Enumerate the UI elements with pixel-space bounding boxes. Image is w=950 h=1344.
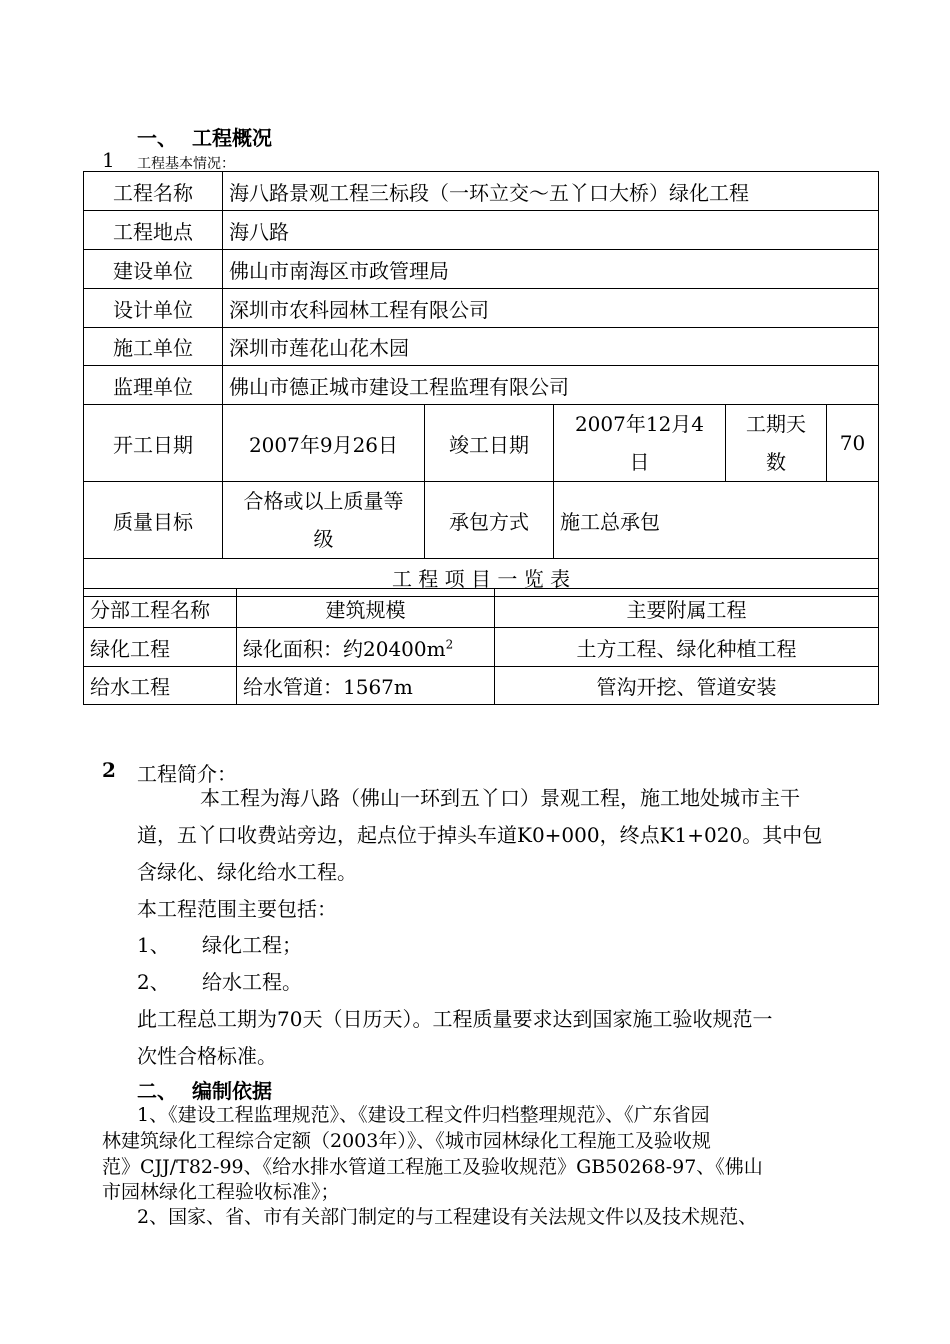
basis-line-2: 林建筑绿化工程综合定额（2003年）》、《城市园林绿化工程施工及验收规 [102, 1130, 711, 1152]
label-project-name: 工程名称 [84, 172, 223, 211]
duration-label-line2: 数 [766, 450, 786, 474]
section-title-1: 工程概况 [192, 126, 272, 150]
label-contract: 承包方式 [425, 482, 554, 559]
scope-item-1-num: 1、 [137, 933, 170, 957]
label-designer: 设计单位 [84, 289, 223, 328]
label-supervisor: 监理单位 [84, 366, 223, 405]
row-scale [237, 628, 495, 667]
info-row-name [84, 172, 879, 211]
info-table [83, 171, 879, 597]
subsection-number-1: 1 [102, 148, 115, 172]
info-row-location [84, 211, 879, 250]
value-quality [223, 482, 425, 559]
scale-text: 绿化面积：约20400m [243, 636, 446, 661]
end-date-line2: 日 [629, 450, 650, 474]
row-attached: 土方工程、绿化种植工程 [495, 628, 879, 667]
value-designer: 深圳市农科园林工程有限公司 [223, 289, 879, 328]
subsection-number-2: 2 [102, 758, 116, 782]
scope-item-2-num: 2、 [137, 970, 170, 994]
label-owner: 建设单位 [84, 250, 223, 289]
quality-line1: 合格或以上质量等 [243, 489, 404, 513]
header-scale: 建筑规模 [237, 589, 495, 628]
value-start-date: 2007年9月26日 [223, 405, 425, 482]
value-supervisor: 佛山市德正城市建设工程监理有限公司 [223, 366, 879, 405]
info-row-designer [84, 289, 879, 328]
value-contract: 施工总承包 [554, 482, 879, 559]
scope-item-2-text: 给水工程。 [202, 970, 302, 994]
row-attached: 管沟开挖、管道安装 [495, 667, 879, 705]
label-contractor: 施工单位 [84, 328, 223, 366]
project-table [83, 588, 879, 705]
info-row-quality [84, 482, 879, 559]
subsection-title-2: 工程简介： [137, 762, 237, 786]
intro-line-3: 含绿化、绿化给水工程。 [137, 860, 357, 884]
value-end-date [554, 405, 726, 482]
value-contractor: 深圳市莲花山花木园 [223, 328, 879, 366]
quality-line2: 级 [313, 527, 334, 551]
header-attached: 主要附属工程 [495, 589, 879, 628]
basis-line-3: 范》CJJ/T82-99、《给水排水管道工程施工及验收规范》GB50268-97、《佛山 [102, 1156, 763, 1178]
section-number-1: 一、 [137, 126, 177, 150]
scale-text: 给水管道：1567m [243, 675, 413, 699]
duration-line-1: 此工程总工期为70天（日历天）。工程质量要求达到国家施工验收规范一 [137, 1007, 773, 1031]
label-quality: 质量目标 [84, 482, 223, 559]
label-duration [726, 405, 827, 482]
info-row-supervisor [84, 366, 879, 405]
scope-intro: 本工程范围主要包括： [137, 897, 337, 921]
value-project-name: 海八路景观工程三标段（一环立交～五丫口大桥）绿化工程 [223, 172, 879, 211]
label-location: 工程地点 [84, 211, 223, 250]
label-end-date: 竣工日期 [425, 405, 554, 482]
subsection-title-1: 工程基本情况： [137, 156, 235, 172]
header-subproject: 分部工程名称 [84, 589, 237, 628]
basis-line-1: 1、《建设工程监理规范》、《建设工程文件归档整理规范》、《广东省园 [137, 1104, 710, 1126]
intro-line-2: 道，五丫口收费站旁边，起点位于掉头车道K0+000，终点K1+020。其中包 [137, 823, 823, 847]
scope-item-1-text: 绿化工程； [202, 933, 302, 957]
duration-label-line1: 工期天 [746, 412, 806, 436]
table-row [84, 628, 879, 667]
overview-title: 工 程 项 目 一 览 表 [84, 559, 879, 597]
label-start-date: 开工日期 [84, 405, 223, 482]
section-number-2: 二、 [137, 1079, 177, 1103]
basis-line-4: 市园林绿化工程验收标准》； [102, 1181, 340, 1203]
row-scale [237, 667, 495, 705]
intro-line-1: 本工程为海八路（佛山一环到五丫口）景观工程，施工地处城市主干 [200, 786, 800, 810]
project-header-row [84, 589, 879, 628]
row-name: 给水工程 [84, 667, 237, 705]
section-title-2: 编制依据 [192, 1079, 272, 1103]
row-name: 绿化工程 [84, 628, 237, 667]
value-location: 海八路 [223, 211, 879, 250]
duration-line-2: 次性合格标准。 [137, 1044, 277, 1068]
scale-superscript: 2 [445, 636, 454, 651]
value-duration: 70 [827, 405, 879, 482]
info-row-owner [84, 250, 879, 289]
info-row-contractor [84, 328, 879, 366]
info-row-dates [84, 405, 879, 482]
value-owner: 佛山市南海区市政管理局 [223, 250, 879, 289]
basis-line-5: 2、国家、省、市有关部门制定的与工程建设有关法规文件以及技术规范、 [137, 1206, 758, 1228]
end-date-line1: 2007年12月4 [574, 412, 705, 436]
table-row [84, 667, 879, 705]
